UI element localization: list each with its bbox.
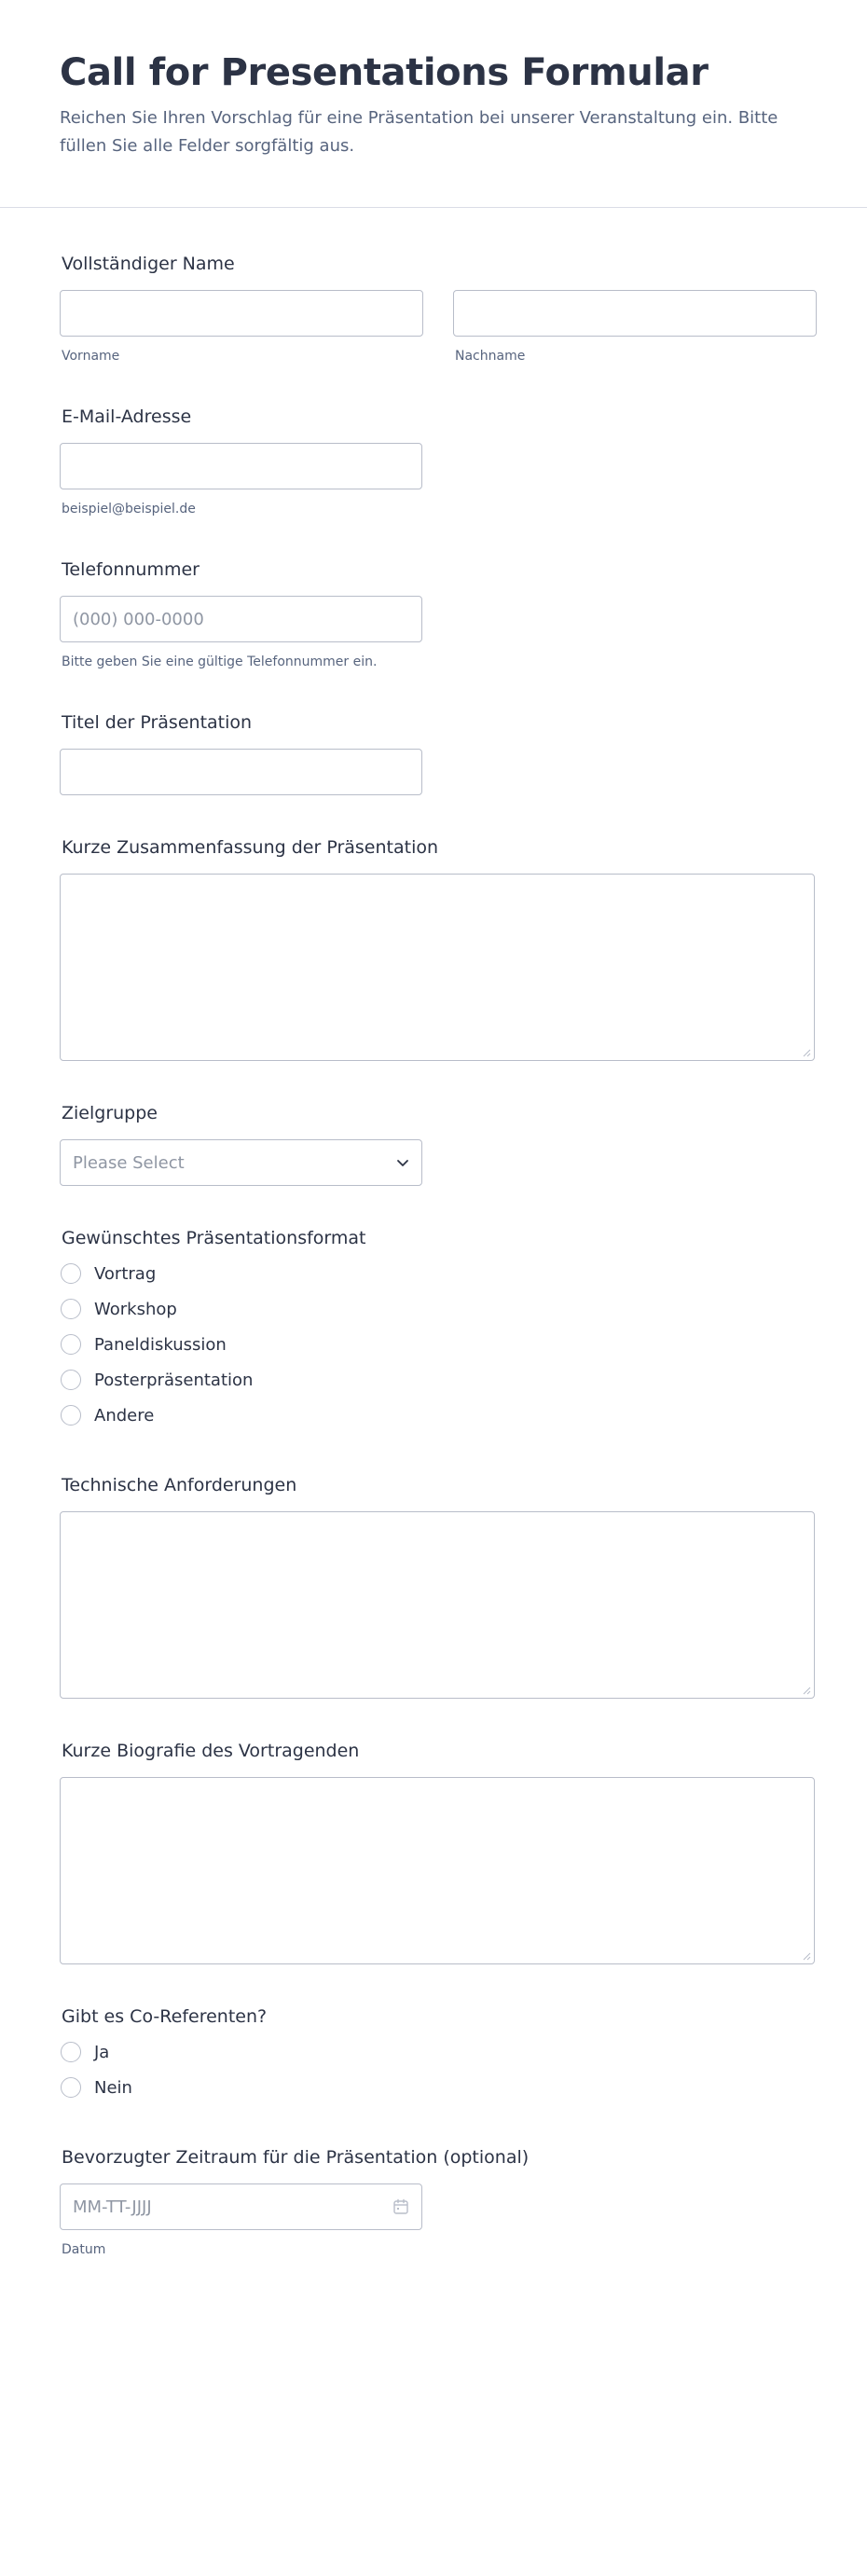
last-name-sublabel: Nachname	[455, 349, 526, 364]
date-input[interactable]	[60, 2183, 422, 2230]
co-speakers-option-ja[interactable]: Ja	[60, 2034, 815, 2070]
first-name-sublabel: Vorname	[62, 349, 120, 364]
radio-button[interactable]	[61, 2042, 81, 2062]
format-label: Gewünschtes Präsentationsformat	[62, 1228, 366, 1248]
email-sublabel: beispiel@beispiel.de	[62, 502, 196, 517]
phone-placeholder: (000) 000-0000	[73, 609, 204, 629]
co-speakers-field	[60, 2005, 815, 2105]
audience-select[interactable]	[60, 1139, 422, 1186]
radio-button[interactable]	[61, 1405, 81, 1426]
format-option-workshop[interactable]: Workshop	[60, 1291, 815, 1327]
email-input[interactable]	[60, 443, 422, 489]
radio-button[interactable]	[61, 1299, 81, 1319]
bio-field	[60, 1740, 815, 1964]
bio-label: Kurze Biografie des Vortragenden	[62, 1741, 360, 1761]
summary-field	[60, 836, 815, 1061]
format-option-posterpraesentation[interactable]: Posterpräsentation	[60, 1362, 815, 1398]
form-title: Call for Presentations Formular	[60, 51, 709, 94]
resize-handle-icon[interactable]	[803, 1687, 811, 1695]
phone-field	[60, 558, 815, 670]
summary-label: Kurze Zusammenfassung der Präsentation	[62, 837, 439, 858]
resize-handle-icon[interactable]	[803, 1952, 811, 1961]
radio-button[interactable]	[61, 1370, 81, 1390]
first-name-input[interactable]	[60, 290, 423, 337]
format-option-paneldiskussion[interactable]: Paneldiskussion	[60, 1327, 815, 1362]
talk-title-label: Titel der Präsentation	[62, 712, 253, 733]
email-label: E-Mail-Adresse	[62, 406, 192, 427]
calendar-icon[interactable]	[392, 2198, 409, 2215]
audience-field	[60, 1102, 815, 1186]
format-option-andere[interactable]: Andere	[60, 1398, 815, 1433]
radio-button[interactable]	[61, 2077, 81, 2098]
talk-title-field	[60, 711, 815, 795]
summary-textarea[interactable]	[60, 874, 815, 1061]
form-subtitle: Reichen Sie Ihren Vorschlag für eine Präsentation bei unserer Veranstaltung ein. Bitte füllen Sie alle Felder sorgfältig aus.	[60, 108, 778, 156]
email-field	[60, 406, 815, 517]
co-speakers-options	[60, 2034, 815, 2105]
last-name-group	[453, 290, 817, 365]
tech-label: Technische Anforderungen	[62, 1475, 297, 1495]
form-content	[0, 253, 867, 2258]
co-speakers-option-nein[interactable]: Nein	[60, 2070, 815, 2105]
form-header	[0, 0, 867, 208]
first-name-group	[60, 290, 423, 365]
talk-title-input[interactable]	[60, 749, 422, 795]
format-option-vortrag[interactable]: Vortrag	[60, 1256, 815, 1291]
phone-input[interactable]	[60, 596, 422, 642]
last-name-input[interactable]	[453, 290, 817, 337]
date-placeholder: MM-TT-JJJJ	[73, 2197, 152, 2217]
chevron-down-icon	[396, 1158, 409, 1167]
radio-button[interactable]	[61, 1263, 81, 1284]
bio-textarea[interactable]	[60, 1777, 815, 1964]
date-field	[60, 2146, 815, 2258]
format-field	[60, 1227, 815, 1433]
format-options	[60, 1256, 815, 1433]
tech-textarea[interactable]	[60, 1511, 815, 1699]
co-speakers-label: Gibt es Co-Referenten?	[62, 2006, 268, 2027]
date-sublabel: Datum	[62, 2242, 106, 2257]
phone-sublabel: Bitte geben Sie eine gültige Telefonnummer ein.	[62, 654, 378, 669]
full-name-label: Vollständiger Name	[62, 254, 235, 274]
radio-button[interactable]	[61, 1334, 81, 1355]
audience-label: Zielgruppe	[62, 1103, 158, 1123]
resize-handle-icon[interactable]	[803, 1049, 811, 1057]
audience-placeholder: Please Select	[73, 1152, 185, 1173]
tech-field	[60, 1474, 815, 1699]
full-name-field	[60, 253, 815, 365]
phone-label: Telefonnummer	[62, 559, 200, 580]
date-label: Bevorzugter Zeitraum für die Präsentation (optional)	[62, 2147, 530, 2168]
